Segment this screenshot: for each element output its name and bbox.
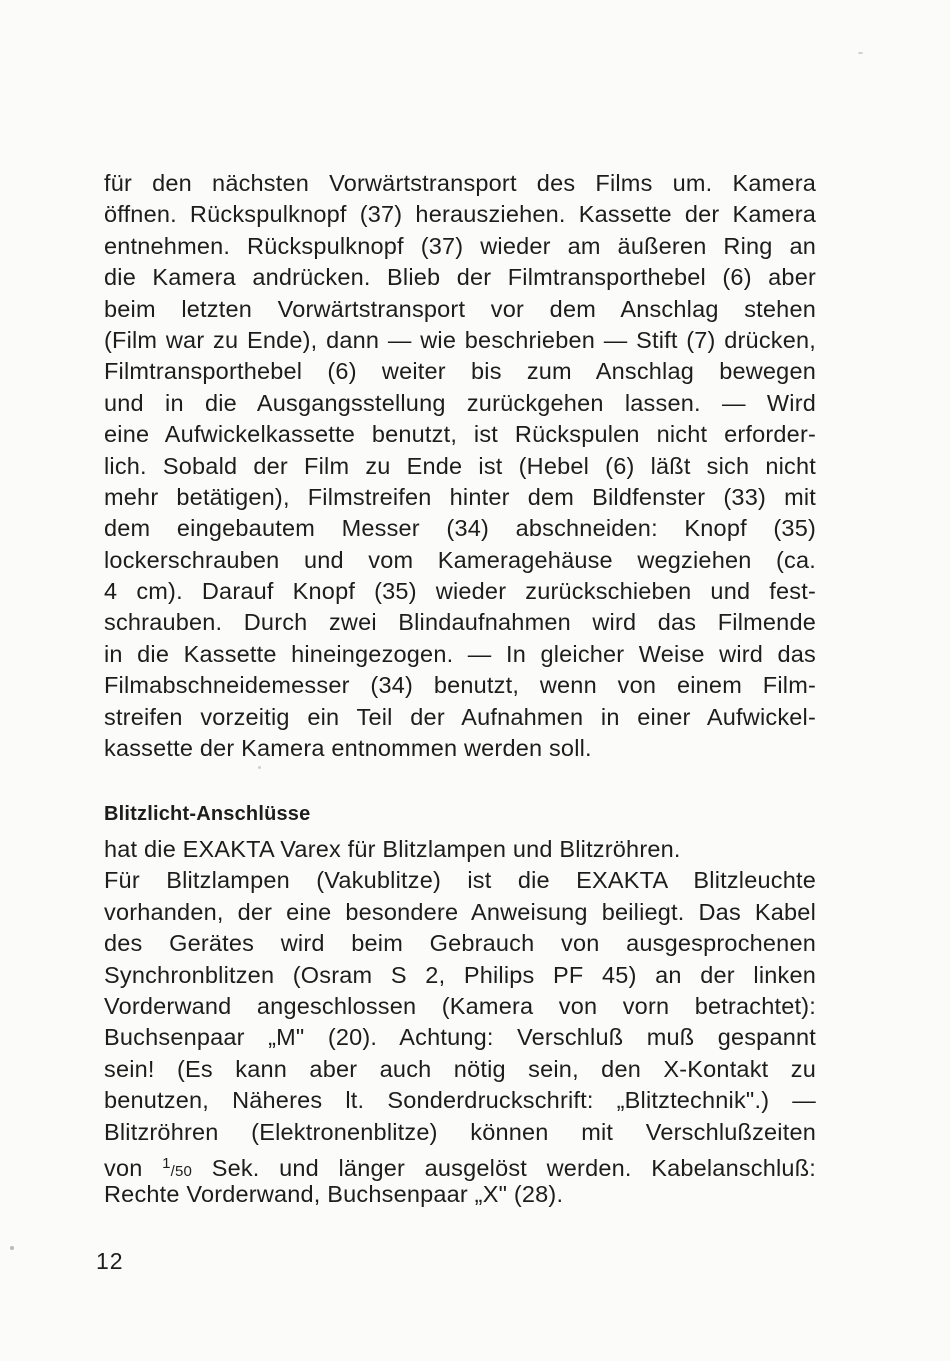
text-line: hat die EXAKTA Varex für Blitzlampen und Blitzröhren. — [104, 836, 681, 862]
text-line: Vorderwand angeschlossen (Kamera von vorn betrachtet): — [104, 992, 816, 1019]
text-line: die Kamera andrücken. Blieb der Filmtransporthebel (6) aber — [104, 264, 816, 291]
text-line: vorhanden, der eine besondere Anweisung beiliegt. Das Kabel — [104, 898, 816, 925]
text-line: kassette der Kamera entnommen werden soll. — [104, 735, 592, 762]
text-line: lich. Sobald der Film zu Ende ist (Hebel (6) läßt sich nicht — [104, 452, 816, 479]
text-line: Blitzröhren (Elektronenblitze) können mit Verschlußzeiten — [104, 1118, 816, 1145]
text-line: Filmabschneidemesser (34) benutzt, wenn von einem Film- — [104, 672, 816, 699]
text-line: für den nächsten Vorwärtstransport des Films um. Kamera — [104, 170, 816, 196]
text-line: benutzen, Näheres lt. Sonderdruckschrift: „Blitztechnik".) — — [104, 1087, 816, 1114]
page-number: 12 — [96, 1248, 124, 1274]
text-line: entnehmen. Rückspulknopf (37) wieder am äußeren Ring an — [104, 232, 816, 259]
text-line: mehr betätigen), Filmstreifen hinter dem Bildfenster (33) mit — [104, 483, 816, 510]
fraction-suffix: Sek. und länger ausgelöst werden. Kabelanschluß: — [211, 1154, 816, 1181]
text-line: 4 cm). Darauf Knopf (35) wieder zurückschieben und fest- — [104, 578, 816, 605]
text-line: Buchsenpaar „M" (20). Achtung: Verschluß muß gespannt — [104, 1024, 816, 1051]
text-line: streifen vorzeitig ein Teil der Aufnahmen in einer Aufwickel- — [104, 703, 816, 730]
fraction-numerator: 1 — [162, 1154, 171, 1172]
section-heading: Blitzlicht-Anschlüsse — [104, 803, 311, 825]
fraction-slash: / — [170, 1162, 176, 1180]
fraction-prefix: von — [104, 1154, 143, 1181]
text-line: des Gerätes wird beim Gebrauch von ausgesprochenen — [104, 930, 816, 957]
text-line: schrauben. Durch zwei Blindaufnahmen wird das Filmende — [104, 609, 816, 636]
text-line: Synchronblitzen (Osram S 2, Philips PF 45) an der linken — [104, 961, 816, 988]
text-line: dem eingebautem Messer (34) abschneiden: Knopf (35) — [104, 515, 816, 542]
text-line: Für Blitzlampen (Vakublitze) ist die EXAKTA Blitzleuchte — [104, 867, 816, 894]
text-line: und in die Ausgangsstellung zurückgehen lassen. — Wird — [104, 389, 816, 416]
text-line: Rechte Vorderwand, Buchsenpaar „X" (28). — [104, 1181, 564, 1208]
flash-connections-paragraph — [104, 834, 816, 1211]
text-line: sein! (Es kann aber auch nötig sein, den X-Kontakt zu — [104, 1055, 816, 1082]
text-line: (Film war zu Ende), dann — wie beschrieben — Stift (7) drücken, — [104, 326, 816, 353]
exposure-fraction — [162, 1154, 193, 1180]
text-line: in die Kassette hineingezogen. — In gleicher Weise wird das — [104, 640, 816, 667]
fraction-denominator: 50 — [175, 1162, 193, 1180]
fraction-line — [104, 1148, 816, 1179]
text-line: Filmtransporthebel (6) weiter bis zum Anschlag bewegen — [104, 358, 816, 385]
print-speck — [858, 52, 863, 54]
text-line: eine Aufwickelkassette benutzt, ist Rückspulen nicht erforder- — [104, 421, 816, 448]
print-speck — [10, 1246, 14, 1250]
text-line: beim letzten Vorwärtstransport vor dem Anschlag stehen — [104, 295, 816, 322]
text-line: lockerschrauben und vom Kameragehäuse wegziehen (ca. — [104, 546, 816, 573]
film-rewind-paragraph — [104, 168, 816, 764]
text-line: öffnen. Rückspulknopf (37) herausziehen. Kassette der Kamera — [104, 201, 816, 228]
print-speck — [258, 766, 261, 769]
